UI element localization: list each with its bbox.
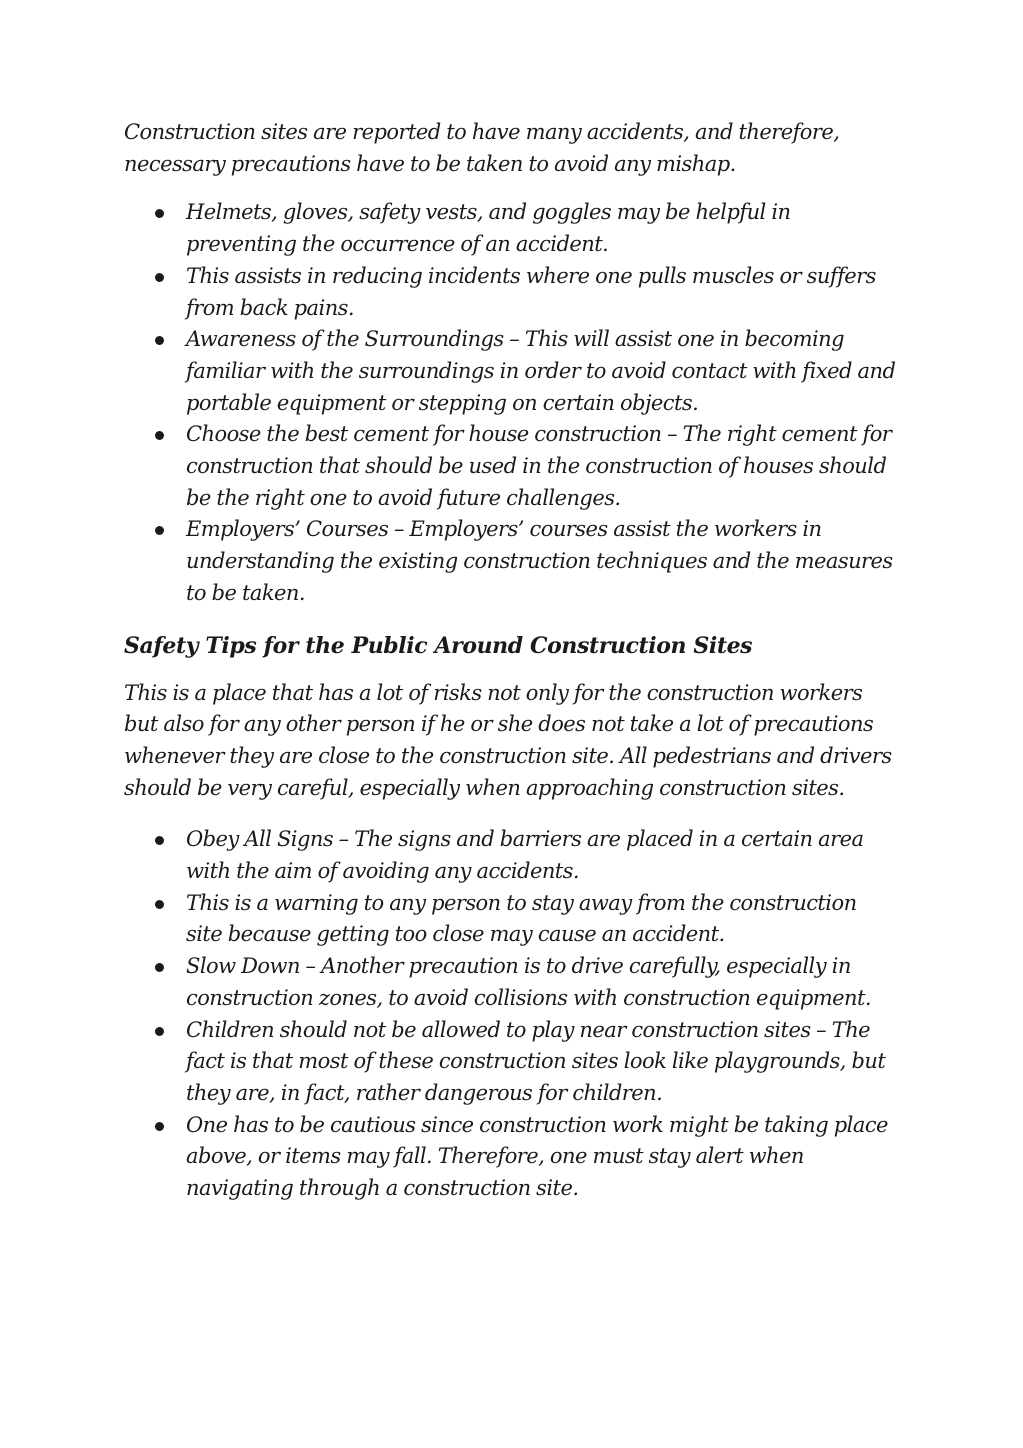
- bullet-icon: [155, 431, 164, 440]
- bullet-icon: [155, 526, 164, 535]
- bullet-icon: [155, 209, 164, 218]
- list-item: [124, 197, 896, 260]
- list-item: [124, 888, 896, 951]
- public-tips-list: [124, 824, 896, 1204]
- list-item-text: Awareness of the Surroundings – This will assist one in becoming familiar with the surroundings in order to avoid contact with fixed and portable equipment or stepping on certain objects.: [186, 327, 896, 415]
- bullet-icon: [155, 1122, 164, 1131]
- list-item: [124, 824, 896, 887]
- list-item-text: Slow Down – Another precaution is to drive carefully, especially in construction zones, to avoid collisions with construction equipment.: [186, 954, 871, 1010]
- list-item-text: Helmets, gloves, safety vests, and goggles may be helpful in preventing the occurrence of an accident.: [186, 200, 791, 257]
- list-item-text: Employers’ Courses – Employers’ courses assist the workers in understanding the existing construction techniques and the measures to be taken.: [186, 517, 893, 605]
- list-item: [124, 951, 896, 1014]
- list-item-text: Choose the best cement for house construction – The right cement for construction that should be used in the construction of houses should be the right one to avoid future challenges.: [186, 422, 892, 510]
- bullet-icon: [155, 336, 164, 345]
- bullet-icon: [155, 900, 164, 909]
- list-item: [124, 419, 896, 514]
- bullet-icon: [155, 963, 164, 972]
- bullet-icon: [155, 273, 164, 282]
- list-item-text: This is a warning to any person to stay away from the construction site because getting too close may cause an accident.: [186, 890, 857, 947]
- list-item: [124, 514, 896, 609]
- bullet-icon: [155, 1027, 164, 1036]
- public-paragraph: This is a place that has a lot of risks not only for the construction workers but also for any other person if he or she does not take a lot of precautions whenever they are close to the construction site. All pedestrians and drivers should be very careful, especially when approaching construction sites.: [124, 680, 892, 800]
- list-item: [124, 1110, 896, 1205]
- list-item: [124, 261, 896, 324]
- list-item-text: One has to be cautious since construction work might be taking place above, or items may fall. Therefore, one must stay alert when navigating through a construction site.: [186, 1112, 888, 1201]
- list-item-text: Obey All Signs – The signs and barriers are placed in a certain area with the aim of avoiding any accidents.: [186, 827, 864, 884]
- list-item: [124, 1015, 896, 1110]
- intro-paragraph: Construction sites are reported to have many accidents, and therefore, necessary precautions have to be taken to avoid any mishap.: [124, 120, 840, 176]
- list-item: [124, 324, 896, 419]
- list-item-text: Children should not be allowed to play near construction sites – The fact is that most of these construction sites look like playgrounds, but they are, in fact, rather dangerous for children.: [186, 1017, 886, 1105]
- list-item-text: This assists in reducing incidents where one pulls muscles or suffers from back pains.: [186, 263, 876, 320]
- section-heading: Safety Tips for the Public Around Construction Sites: [124, 632, 753, 659]
- precautions-list: [124, 197, 896, 609]
- document-body: [124, 117, 896, 1205]
- bullet-icon: [155, 836, 164, 845]
